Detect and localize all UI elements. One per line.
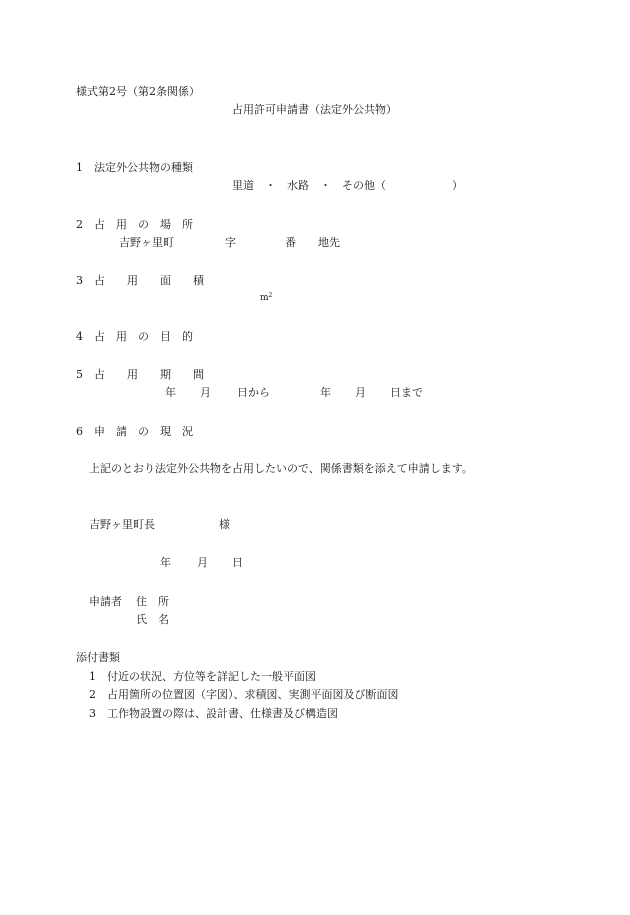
applicant-name-label: 氏 名	[136, 613, 169, 626]
item6-heading: 6 申 請 の 現 況	[76, 425, 193, 438]
item5-heading: 5 占 用 期 間	[76, 368, 204, 381]
date-month: 月	[197, 556, 208, 569]
period-to-month: 月	[355, 386, 366, 399]
item4-heading: 4 占 用 の 目 的	[76, 330, 193, 343]
attachments-heading: 添付書類	[76, 651, 120, 664]
applicant-address-label: 住 所	[136, 595, 169, 608]
application-statement: 上記のとおり法定外公共物を占用したいので、関係書類を添えて申請します。	[89, 462, 473, 475]
item2-aza: 字	[225, 236, 236, 249]
item1-heading: 1 法定外公共物の種類	[76, 161, 193, 174]
date-day: 日	[232, 556, 243, 569]
form-number: 様式第2号（第2条関係）	[76, 85, 200, 98]
period-to-day: 日まで	[390, 386, 423, 399]
item3-heading: 3 占 用 面 積	[76, 274, 204, 287]
attachment-item: 2 占用箇所の位置図（字図）、求積図、実測平面図及び断面図	[89, 688, 399, 701]
period-from-month: 月	[200, 386, 211, 399]
area-unit-base: m	[260, 293, 269, 303]
addressee-name: 吉野ヶ里町長	[89, 518, 155, 531]
document-title: 占用許可申請書（法定外公共物）	[232, 103, 397, 116]
applicant-label: 申請者	[89, 595, 122, 608]
addressee-honorific: 様	[219, 518, 230, 531]
date-year: 年	[160, 556, 171, 569]
attachment-item: 1 付近の状況、方位等を詳記した一般平面図	[89, 670, 316, 683]
item2-town: 吉野ヶ里町	[119, 236, 174, 249]
item2-heading: 2 占 用 の 場 所	[76, 218, 193, 231]
item2-ban: 番	[285, 236, 296, 249]
item2-chisaki: 地先	[318, 236, 340, 249]
period-from-day: 日から	[237, 386, 270, 399]
area-unit	[260, 294, 272, 303]
item1-options: 里道 ・ 水路 ・ その他（ ）	[232, 179, 463, 192]
attachment-item: 3 工作物設置の際は、設計書、仕様書及び構造図	[89, 707, 338, 720]
period-from-year: 年	[165, 386, 176, 399]
period-to-year: 年	[320, 386, 331, 399]
area-unit-superscript: 2	[268, 292, 273, 299]
